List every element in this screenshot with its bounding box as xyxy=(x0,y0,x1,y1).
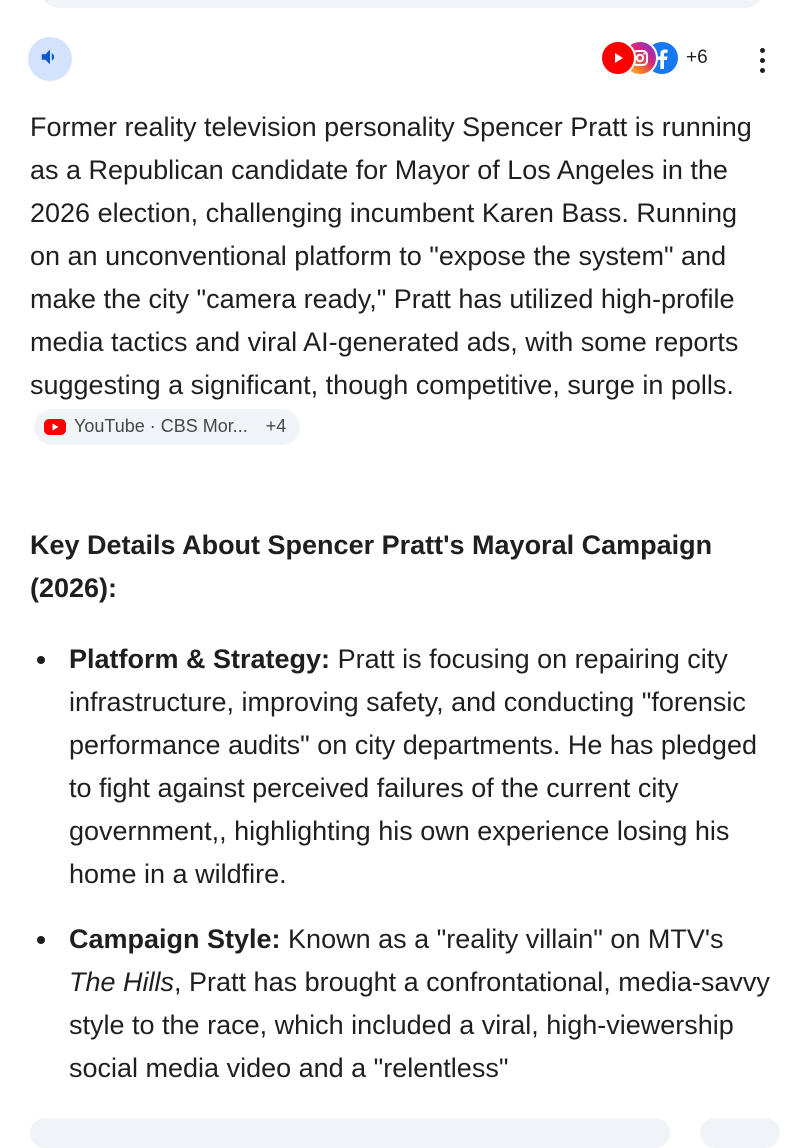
bullet-title: Campaign Style: xyxy=(69,924,281,954)
intro-paragraph xyxy=(30,106,770,450)
citation-chip[interactable] xyxy=(34,409,300,445)
bullet-title: Platform & Strategy: xyxy=(69,644,331,674)
more-vertical-icon xyxy=(760,48,765,53)
bullet-text: , Pratt has brought a confrontational, media-savvy style to the race, which included a viral, high-viewership social media video and a "relentless" xyxy=(69,967,770,1083)
citation-label: YouTube · CBS Mor... xyxy=(74,416,248,437)
next-card-edge xyxy=(30,1118,670,1148)
more-options-button[interactable] xyxy=(748,40,776,80)
list-item xyxy=(30,918,774,1090)
bullet-text: Known as a "reality villain" on MTV's xyxy=(280,924,724,954)
next-card-edge-right xyxy=(700,1118,780,1148)
youtube-icon xyxy=(44,419,66,435)
details-list xyxy=(30,638,774,1112)
citation-more-count: +4 xyxy=(265,416,287,437)
sources-count: +6 xyxy=(686,47,708,68)
previous-card-edge xyxy=(40,0,764,8)
section-heading: Key Details About Spencer Pratt's Mayoral Campaign (2026): xyxy=(30,530,713,603)
intro-text: Former reality television personality Spencer Pratt is running as a Republican candidate for Mayor of Los Angeles in the 2026 election, challenging incumbent Karen Bass. Running on an unconventional platform to "expose the system" and make the city "camera ready," Pratt has utilized high-profile media tactics and viral AI-generated ads, with some reports suggesting a significant, though competitive, surge in polls. xyxy=(30,112,752,400)
volume-icon xyxy=(39,46,61,73)
listen-button[interactable] xyxy=(28,37,72,81)
sources-button[interactable] xyxy=(600,38,708,78)
show-title: The Hills xyxy=(69,967,175,997)
bullet-text: Pratt is focusing on repairing city infrastructure, improving safety, and conducting "forensic performance audits" on city departments. He has pledged to fight against perceived failures of the current city government,, highlighting his own experience losing his home in a wildfire. xyxy=(69,644,757,889)
list-item xyxy=(30,638,774,896)
youtube-icon xyxy=(600,40,636,76)
